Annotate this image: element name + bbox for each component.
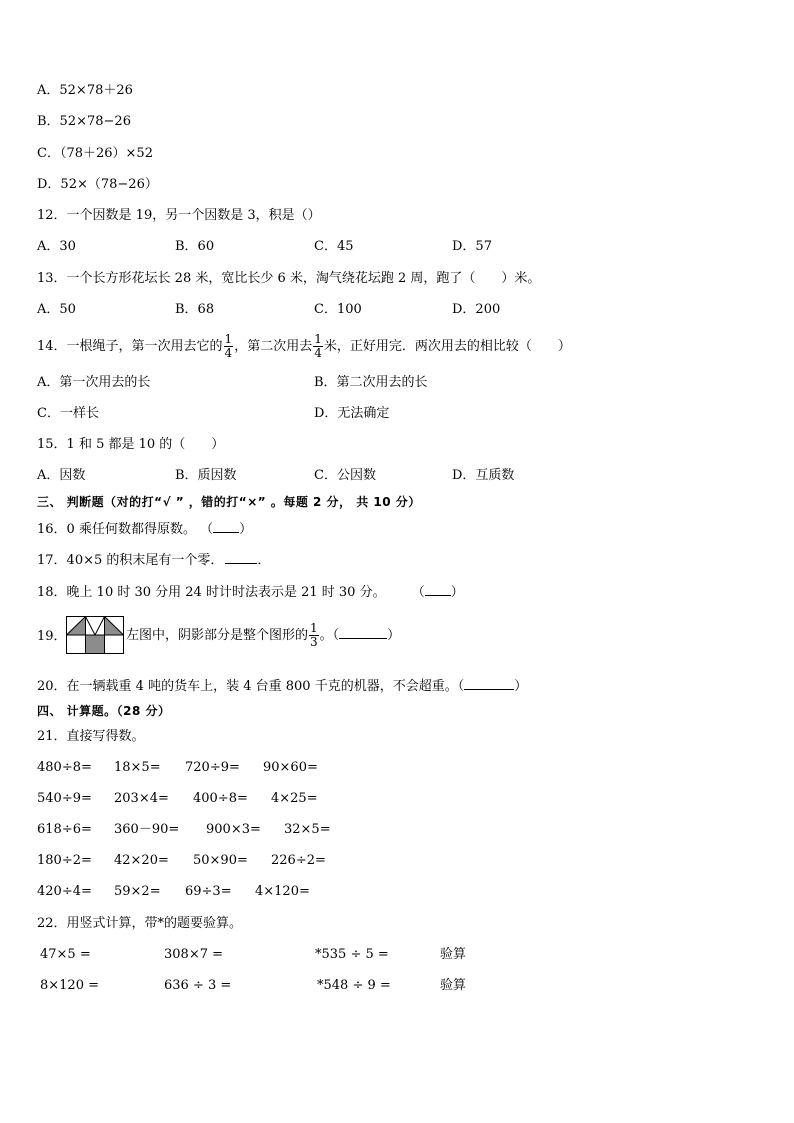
- q19-statement: [126, 620, 400, 652]
- q12-stem: 12．一个因数是 19，另一个因数是 3，积是（）: [37, 208, 321, 223]
- q22-cell: 47×5 =: [40, 947, 91, 962]
- q13-option-c: C．100: [314, 302, 362, 317]
- q20-answer-blank[interactable]: [464, 676, 514, 690]
- q16-paren-open: （: [200, 522, 214, 537]
- q21-cell: 203×4=: [114, 791, 169, 806]
- q18-text: 18．晚上 10 时 30 分用 24 时计时法表示是 21 时 30 分。: [37, 585, 386, 600]
- q15-option-b: B．质因数: [175, 468, 237, 483]
- q15-stem: 15．1 和 5 都是 10 的（ ）: [37, 437, 225, 452]
- q18-paren-open: （: [411, 585, 425, 600]
- q14-stem-part-c: 米，正好用完．两次用去的相比较（ ）: [323, 339, 571, 354]
- q21-cell: 226÷2=: [271, 853, 326, 868]
- q18-answer-blank[interactable]: [425, 582, 451, 596]
- q12-option-a: A．30: [37, 239, 76, 254]
- q21-cell: 420÷4=: [37, 884, 92, 899]
- q19-fraction: [309, 622, 319, 649]
- q13-option-d: D．200: [452, 302, 501, 317]
- q13-option-b: B．68: [175, 302, 215, 317]
- q17: [37, 550, 270, 570]
- q11-option-a: A．52×78＋26: [37, 83, 133, 98]
- q21-cell: 900×3=: [206, 822, 261, 837]
- q12-option-b: B．60: [175, 239, 215, 254]
- q15-option-a: A．因数: [37, 468, 86, 483]
- q16: [37, 519, 252, 539]
- q14-fraction-2: [313, 333, 323, 360]
- q14-stem-part-a: 14．一根绳子，第一次用去它的: [37, 339, 223, 354]
- q17-answer-blank[interactable]: [225, 550, 257, 564]
- q14-option-c: C．一样长: [37, 406, 99, 421]
- q21-cell: 69÷3=: [185, 884, 232, 899]
- q17-end: ．: [257, 553, 271, 568]
- q18: [37, 582, 464, 602]
- q21-cell: 59×2=: [114, 884, 161, 899]
- fraction-numerator: 1: [310, 621, 318, 635]
- q22-cell: *548 ÷ 9 =: [317, 978, 391, 993]
- q16-text: 16．0 乘任何数都得原数。: [37, 522, 196, 537]
- q22-cell: 636 ÷ 3 =: [164, 978, 232, 993]
- q20-paren-close: ）: [514, 679, 528, 694]
- q21-cell: 618÷6=: [37, 822, 92, 837]
- q21-cell: 180÷2=: [37, 853, 92, 868]
- shaded-grid-figure: [66, 616, 124, 654]
- q21-cell: 480÷8=: [37, 760, 92, 775]
- q14-option-a: A．第一次用去的长: [37, 375, 151, 390]
- q15-option-d: D．互质数: [452, 468, 515, 483]
- section-3-heading: 三、 判断题（对的打“√ ” ，错的打“×” 。每题 2 分， 共 10 分）: [37, 495, 421, 509]
- q17-text: 17．40×5 的积末尾有一个零．: [37, 553, 224, 568]
- q19-text: 左图中，阴影部分是整个图形的: [126, 628, 309, 643]
- fraction-denominator: 4: [224, 346, 233, 360]
- q21-cell: 540÷9=: [37, 791, 92, 806]
- q12-option-d: D．57: [452, 239, 492, 254]
- q21-cell: 90×60=: [263, 760, 318, 775]
- q21-cell: 32×5=: [284, 822, 331, 837]
- q19-paren-open: 。（: [319, 628, 340, 643]
- q20-text: 20．在一辆载重 4 吨的货车上，装 4 台重 800 千克的机器，不会超重。（: [37, 679, 465, 694]
- q12-option-c: C．45: [314, 239, 354, 254]
- q14-option-b: B．第二次用去的长: [314, 375, 428, 390]
- q11-option-c: C．（78＋26）×52: [37, 146, 153, 161]
- q22-cell: 308×7 =: [164, 947, 224, 962]
- q14-stem: [37, 332, 571, 362]
- q13-option-a: A．50: [37, 302, 76, 317]
- fraction-denominator: 4: [314, 346, 322, 360]
- q14-fraction-1: [224, 333, 234, 360]
- section-4-heading: 四、 计算题。（28 分）: [37, 704, 171, 718]
- q11-option-b: B．52×78−26: [37, 114, 131, 129]
- q19-paren-close: ）: [387, 628, 401, 643]
- q22-check-label: 验算: [440, 947, 467, 962]
- q21-cell: 360－90=: [114, 822, 180, 837]
- q19-number: 19．: [37, 629, 67, 644]
- q21-cell: 42×20=: [114, 853, 169, 868]
- q21-cell: 720÷9=: [185, 760, 240, 775]
- q15-option-c: C．公因数: [314, 468, 376, 483]
- q22-stem: 22．用竖式计算，带*的题要验算。: [37, 916, 243, 931]
- q14-stem-part-b: ，第二次用去: [234, 339, 313, 354]
- q21-stem: 21．直接写得数。: [37, 729, 145, 744]
- q21-cell: 400÷8=: [193, 791, 248, 806]
- q11-option-d: D．52×（78−26）: [37, 177, 158, 192]
- q21-cell: 18×5=: [114, 760, 161, 775]
- q13-stem: 13．一个长方形花坛长 28 米，宽比长少 6 米，淘气绕花坛跑 2 周，跑了（ ）米。: [37, 271, 541, 286]
- q21-cell: 4×25=: [271, 791, 318, 806]
- q16-answer-blank[interactable]: [213, 519, 239, 533]
- q14-option-d: D．无法确定: [314, 406, 390, 421]
- q22-cell: 8×120 =: [40, 978, 100, 993]
- q21-cell: 4×120=: [255, 884, 310, 899]
- q22-check-label: 验算: [440, 978, 467, 993]
- q19-answer-blank[interactable]: [339, 625, 387, 639]
- q22-cell: *535 ÷ 5 =: [315, 947, 389, 962]
- q20: [37, 676, 527, 696]
- fraction-numerator: 1: [224, 332, 233, 346]
- fraction-denominator: 3: [310, 635, 318, 649]
- q16-paren-close: ）: [239, 522, 253, 537]
- fraction-numerator: 1: [314, 332, 322, 346]
- q18-paren-close: ）: [450, 585, 464, 600]
- q21-cell: 50×90=: [193, 853, 248, 868]
